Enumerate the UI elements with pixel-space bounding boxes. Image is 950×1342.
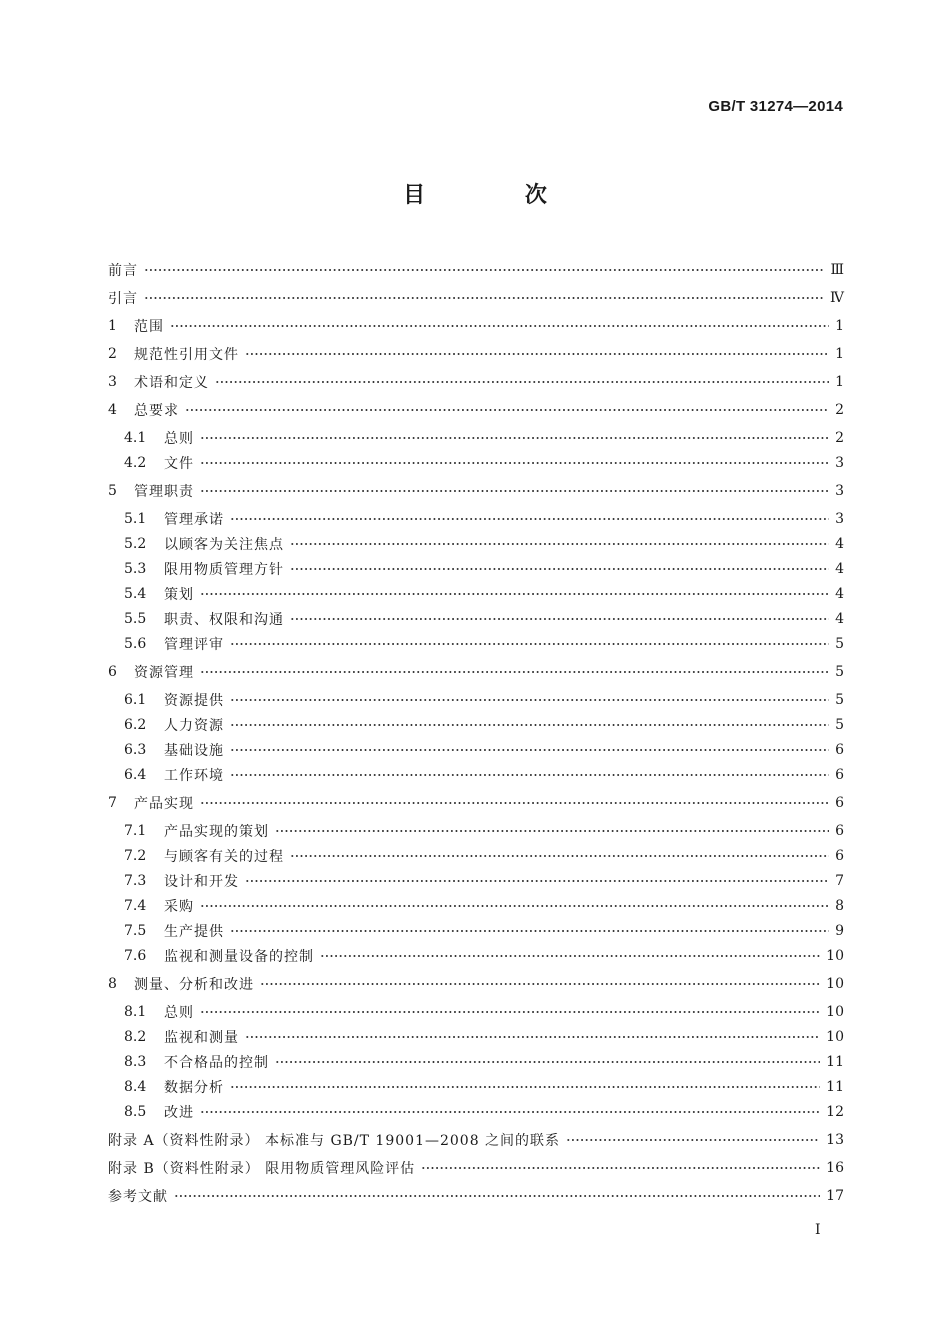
toc-entry-label: 数据分析 (164, 1080, 224, 1096)
toc-entry-number: 6.2 (124, 717, 147, 733)
toc-leader-dots (566, 1139, 820, 1141)
toc-leader-dots (320, 955, 820, 957)
toc-leader-dots (200, 593, 829, 595)
toc-entry-label: 参考文献 (108, 1189, 168, 1205)
toc-entry-page: 13 (826, 1132, 844, 1148)
toc-entry-number: 6.1 (124, 692, 147, 708)
toc-entry-number: 7.5 (124, 923, 147, 939)
toc-entry-page: 12 (826, 1104, 844, 1120)
toc-entry[interactable] (124, 1025, 844, 1049)
toc-leader-dots (290, 568, 829, 570)
toc-entry[interactable] (108, 1184, 844, 1208)
toc-entry-page: 3 (835, 511, 844, 527)
toc-entry-label: 产品实现 (134, 796, 194, 812)
toc-entry-page: 2 (835, 430, 844, 446)
toc-entry-page: 6 (835, 823, 844, 839)
toc-entry[interactable] (124, 632, 844, 656)
toc-entry-label: 管理评审 (164, 637, 224, 653)
toc-entry[interactable] (124, 819, 844, 843)
toc-entry-page: 4 (835, 561, 844, 577)
toc-entry-label: 职责、权限和沟通 (164, 612, 284, 628)
toc-entry[interactable] (108, 660, 844, 684)
toc-entry-label: 监视和测量设备的控制 (164, 949, 314, 965)
toc-entry-label: 与顾客有关的过程 (164, 849, 284, 865)
toc-entry-label: 监视和测量 (164, 1030, 239, 1046)
toc-leader-dots (290, 855, 829, 857)
toc-leader-dots (230, 724, 829, 726)
toc-entry-page: 11 (826, 1054, 844, 1070)
toc-entry-label: 策划 (164, 587, 194, 603)
toc-entry[interactable] (124, 532, 844, 556)
toc-entry-page: 5 (835, 717, 844, 733)
toc-entry-number: 1 (108, 318, 117, 334)
toc-leader-dots (230, 699, 829, 701)
toc-entry-number: 7.6 (124, 948, 147, 964)
toc-entry-page: 5 (835, 636, 844, 652)
toc-entry[interactable] (124, 919, 844, 943)
toc-leader-dots (185, 409, 829, 411)
toc-entry-label: 采购 (164, 899, 194, 915)
toc-entry[interactable] (124, 944, 844, 968)
toc-leader-dots (230, 749, 829, 751)
toc-entry[interactable] (108, 286, 844, 310)
toc-entry-page: 6 (835, 742, 844, 758)
toc-entry-label: 人力资源 (164, 718, 224, 734)
toc-leader-dots (144, 269, 824, 271)
toc-entry-label: 总则 (164, 431, 194, 447)
toc-entry[interactable] (108, 1156, 844, 1180)
toc-entry-page: 4 (835, 586, 844, 602)
toc-entry-label: 附录 A（资料性附录） 本标准与 GB/T 19001—2008 之间的联系 (108, 1133, 561, 1149)
toc-leader-dots (275, 1061, 820, 1063)
toc-entry-label: 以顾客为关注焦点 (164, 537, 284, 553)
toc-entry-page: 5 (835, 692, 844, 708)
toc-entry[interactable] (124, 869, 844, 893)
toc-leader-dots (230, 1086, 820, 1088)
toc-entry[interactable] (124, 688, 844, 712)
toc-entry[interactable] (124, 1050, 844, 1074)
toc-leader-dots (200, 671, 829, 673)
toc-entry[interactable] (124, 763, 844, 787)
standard-code: GB/T 31274—2014 (708, 98, 843, 115)
toc-leader-dots (200, 462, 829, 464)
toc-leader-dots (230, 930, 829, 932)
toc-leader-dots (421, 1167, 820, 1169)
toc-entry-page: 1 (835, 374, 844, 390)
toc-entry-number: 6.3 (124, 742, 147, 758)
toc-entry[interactable] (124, 1000, 844, 1024)
toc-leader-dots (200, 490, 829, 492)
toc-leader-dots (245, 1036, 820, 1038)
toc-entry-number: 6 (108, 664, 117, 680)
toc-entry[interactable] (108, 479, 844, 503)
toc-leader-dots (200, 1011, 820, 1013)
toc-entry-page: 10 (826, 976, 844, 992)
toc-entry[interactable] (108, 1128, 844, 1152)
toc-entry-page: 6 (835, 767, 844, 783)
toc-entry[interactable] (124, 507, 844, 531)
toc-entry-page: 1 (835, 318, 844, 334)
toc-entry-number: 5.6 (124, 636, 147, 652)
toc-entry-label: 总要求 (134, 403, 179, 419)
toc-entry-number: 7.4 (124, 898, 147, 914)
toc-entry-label: 工作环境 (164, 768, 224, 784)
toc-entry-number: 8.2 (124, 1029, 147, 1045)
toc-entry-label: 前言 (108, 263, 138, 279)
toc-entry[interactable] (108, 258, 844, 282)
toc-entry-label: 规范性引用文件 (134, 347, 239, 363)
toc-leader-dots (245, 880, 829, 882)
toc-entry[interactable] (124, 1100, 844, 1124)
toc-entry[interactable] (108, 370, 844, 394)
toc-entry[interactable] (124, 1075, 844, 1099)
toc-leader-dots (200, 802, 829, 804)
toc-entry-label: 管理职责 (134, 484, 194, 500)
toc-entry-page: 5 (835, 664, 844, 680)
toc-entry-number: 6.4 (124, 767, 147, 783)
toc-entry-page: 1 (835, 346, 844, 362)
toc-entry-label: 设计和开发 (164, 874, 239, 890)
toc-entry-label: 资源管理 (134, 665, 194, 681)
toc-entry-number: 7.3 (124, 873, 147, 889)
toc-entry-page: 6 (835, 848, 844, 864)
toc-entry-number: 5.4 (124, 586, 147, 602)
toc-entry-label: 生产提供 (164, 924, 224, 940)
toc-entry[interactable] (124, 582, 844, 606)
toc-entry[interactable] (124, 426, 844, 450)
toc-entry-number: 8.4 (124, 1079, 147, 1095)
toc-leader-dots (200, 1111, 820, 1113)
toc-entry[interactable] (108, 791, 844, 815)
toc-entry-label: 产品实现的策划 (164, 824, 269, 840)
toc-leader-dots (290, 618, 829, 620)
toc-entry-page: Ⅲ (830, 262, 844, 278)
toc-entry-label: 文件 (164, 456, 194, 472)
toc-entry-number: 8.1 (124, 1004, 147, 1020)
toc-entry-page: 4 (835, 611, 844, 627)
toc-leader-dots (230, 518, 829, 520)
toc-entry-number: 5.3 (124, 561, 147, 577)
toc-entry-number: 5.2 (124, 536, 147, 552)
toc-leader-dots (170, 325, 829, 327)
toc-entry[interactable] (124, 713, 844, 737)
toc-entry-page: 3 (835, 483, 844, 499)
toc-entry[interactable] (108, 314, 844, 338)
toc-entry-page: 7 (835, 873, 844, 889)
toc-leader-dots (174, 1195, 820, 1197)
toc-entry-number: 3 (108, 374, 117, 390)
toc-leader-dots (260, 983, 820, 985)
toc-entry-label: 总则 (164, 1005, 194, 1021)
toc-entry-page: 8 (835, 898, 844, 914)
toc-entry-label: 引言 (108, 291, 138, 307)
toc-entry[interactable] (124, 844, 844, 868)
toc-leader-dots (200, 905, 829, 907)
toc-entry-page: 10 (826, 1004, 844, 1020)
toc-entry[interactable] (108, 398, 844, 422)
toc-entry-label: 资源提供 (164, 693, 224, 709)
toc-entry[interactable] (124, 607, 844, 631)
toc-entry-page: 3 (835, 455, 844, 471)
toc-entry-number: 7.2 (124, 848, 147, 864)
toc-entry-label: 范围 (134, 319, 164, 335)
toc-entry-page: 16 (826, 1160, 844, 1176)
toc-leader-dots (230, 643, 829, 645)
toc-entry-number: 4 (108, 402, 117, 418)
toc-leader-dots (215, 381, 829, 383)
toc-leader-dots (245, 353, 829, 355)
toc-entry-number: 4.1 (124, 430, 147, 446)
toc-entry[interactable] (108, 972, 844, 996)
toc-entry-number: 8 (108, 976, 117, 992)
toc-entry[interactable] (124, 894, 844, 918)
page-title: 目 次 (403, 183, 593, 208)
toc-leader-dots (275, 830, 829, 832)
toc-entry-label: 基础设施 (164, 743, 224, 759)
toc-leader-dots (290, 543, 829, 545)
toc-entry-number: 7 (108, 795, 117, 811)
page-number: I (815, 1222, 821, 1238)
toc-entry-page: 6 (835, 795, 844, 811)
toc-entry[interactable] (124, 557, 844, 581)
toc-entry-label: 附录 B（资料性附录） 限用物质管理风险评估 (108, 1161, 416, 1177)
toc-entry[interactable] (124, 738, 844, 762)
toc-entry[interactable] (124, 451, 844, 475)
toc-entry-page: 10 (826, 948, 844, 964)
toc-leader-dots (230, 774, 829, 776)
toc-entry-label: 不合格品的控制 (164, 1055, 269, 1071)
toc-entry-number: 5.5 (124, 611, 147, 627)
toc-entry-page: 2 (835, 402, 844, 418)
toc-entry-page: 17 (826, 1188, 844, 1204)
toc-leader-dots (200, 437, 829, 439)
toc-entry-page: 11 (826, 1079, 844, 1095)
toc-entry-number: 8.5 (124, 1104, 147, 1120)
toc-entry-number: 4.2 (124, 455, 147, 471)
toc-leader-dots (144, 297, 824, 299)
toc-entry-label: 术语和定义 (134, 375, 209, 391)
toc-entry-label: 改进 (164, 1105, 194, 1121)
toc-entry-label: 限用物质管理方针 (164, 562, 284, 578)
toc-entry-page: 4 (835, 536, 844, 552)
toc-entry-number: 5.1 (124, 511, 147, 527)
toc-entry[interactable] (108, 342, 844, 366)
toc-entry-label: 测量、分析和改进 (134, 977, 254, 993)
toc-entry-number: 7.1 (124, 823, 147, 839)
toc-entry-page: Ⅳ (830, 290, 844, 306)
toc-entry-page: 10 (826, 1029, 844, 1045)
toc-entry-page: 9 (835, 923, 844, 939)
toc-entry-number: 2 (108, 346, 117, 362)
toc-entry-number: 8.3 (124, 1054, 147, 1070)
toc-entry-number: 5 (108, 483, 117, 499)
toc-entry-label: 管理承诺 (164, 512, 224, 528)
